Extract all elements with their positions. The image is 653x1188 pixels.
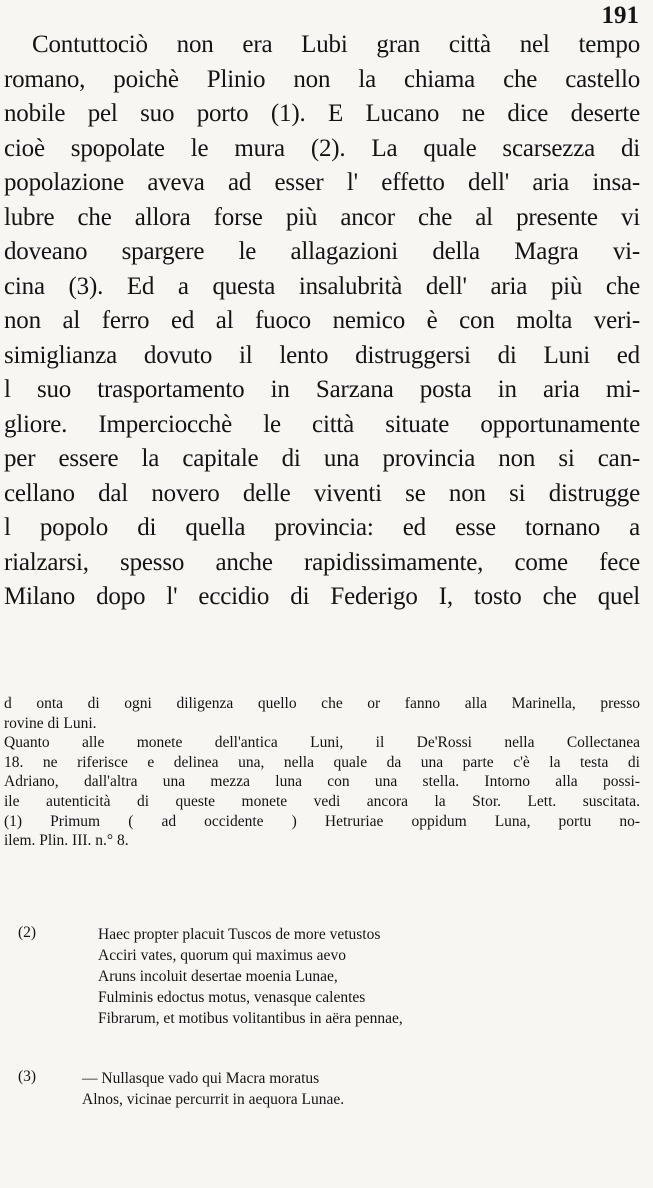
text-line: Milano dopo l' eccidio di Federigo I, tosto che quel: [4, 583, 640, 610]
text-line: l suo trasportamento in Sarzana posta in aria mi-: [4, 376, 640, 403]
text-line: per essere la capitale di una provincia non si can-: [4, 445, 640, 472]
footnote-line: 18. ne riferisce e delinea una, nella quale da una parte c'è la testa di: [4, 753, 640, 771]
footnote-line: d onta di ogni diligenza quello che or fanno alla Marinella, presso: [4, 695, 640, 712]
main-text-block: [4, 28, 640, 615]
text-line: rialzarsi, spesso anche rapidissimamente, come fece: [4, 548, 640, 576]
text-line: cellano dal novero delle viventi se non si distrugge: [4, 479, 640, 507]
text-line: l popolo di quella provincia: ed esse tornano a: [4, 514, 640, 541]
verse-line: — Nullasque vado qui Macra moratus: [82, 1070, 320, 1087]
text-line: cioè spopolate le mura (2). La quale scarsezza di: [4, 134, 640, 162]
verse-line: Alnos, vicinae percurrit in aequora Lunae.: [82, 1091, 345, 1108]
text-line: simiglianza dovuto il lento distruggersi di Luni ed: [4, 341, 640, 369]
footnote-marker: (3): [18, 1068, 37, 1085]
text-line: gliore. Imperciocchè le città situate opportunamente: [4, 410, 640, 438]
verse-line: Haec propter placuit Tuscos de more vetustos: [98, 926, 381, 943]
footnote-verse-3: [18, 1068, 638, 1110]
footnote-line: ilem. Plin. III. n.° 8.: [4, 832, 129, 850]
verse-line: Acciri vates, quorum qui maximus aevo: [98, 947, 346, 964]
text-line: doveano spargere le allagazioni della Magra vi-: [4, 238, 640, 265]
footnote-line: Quanto alle monete dell'antica Luni, il De'Rossi nella Collectanea: [4, 734, 640, 752]
page-number: 191: [601, 2, 639, 29]
footnotes-block: [4, 694, 640, 851]
text-line: romano, poichè Plinio non la chiama che castello: [4, 65, 640, 93]
footnote-line: (1) Primum ( ad occidente ) Hetruriae oppidum Luna, portu no-: [4, 812, 640, 830]
text-line: Contuttociò non era Lubi gran città nel tempo: [32, 31, 640, 58]
footnote-marker: (2): [18, 924, 37, 941]
verse-line: Fulminis edoctus motus, venasque calentes: [98, 989, 366, 1006]
text-line: cina (3). Ed a questa insalubrità dell' aria più che: [4, 272, 640, 300]
text-line: lubre che allora forse più ancor che al presente vi: [4, 203, 640, 231]
verse-line: Fibrarum, et motibus volitantibus in aëra pennae,: [98, 1010, 403, 1027]
text-line: non al ferro ed al fuoco nemico è con molta veri-: [4, 307, 640, 334]
footnote-line: ile autenticità di queste monete vedi ancora la Stor. Lett. suscitata.: [4, 792, 640, 810]
footnote-line: Adriano, dall'altra una mezza luna con una stella. Intorno alla possi-: [4, 773, 640, 791]
footnote-line: rovine di Luni.: [4, 714, 97, 732]
footnote-verse-2: [18, 924, 638, 1029]
text-line: popolazione aveva ad esser l' effetto dell' aria insa-: [4, 169, 640, 196]
verse-line: Aruns incoluit desertae moenia Lunae,: [98, 968, 338, 985]
text-line: nobile pel suo porto (1). E Lucano ne dice deserte: [4, 100, 640, 127]
